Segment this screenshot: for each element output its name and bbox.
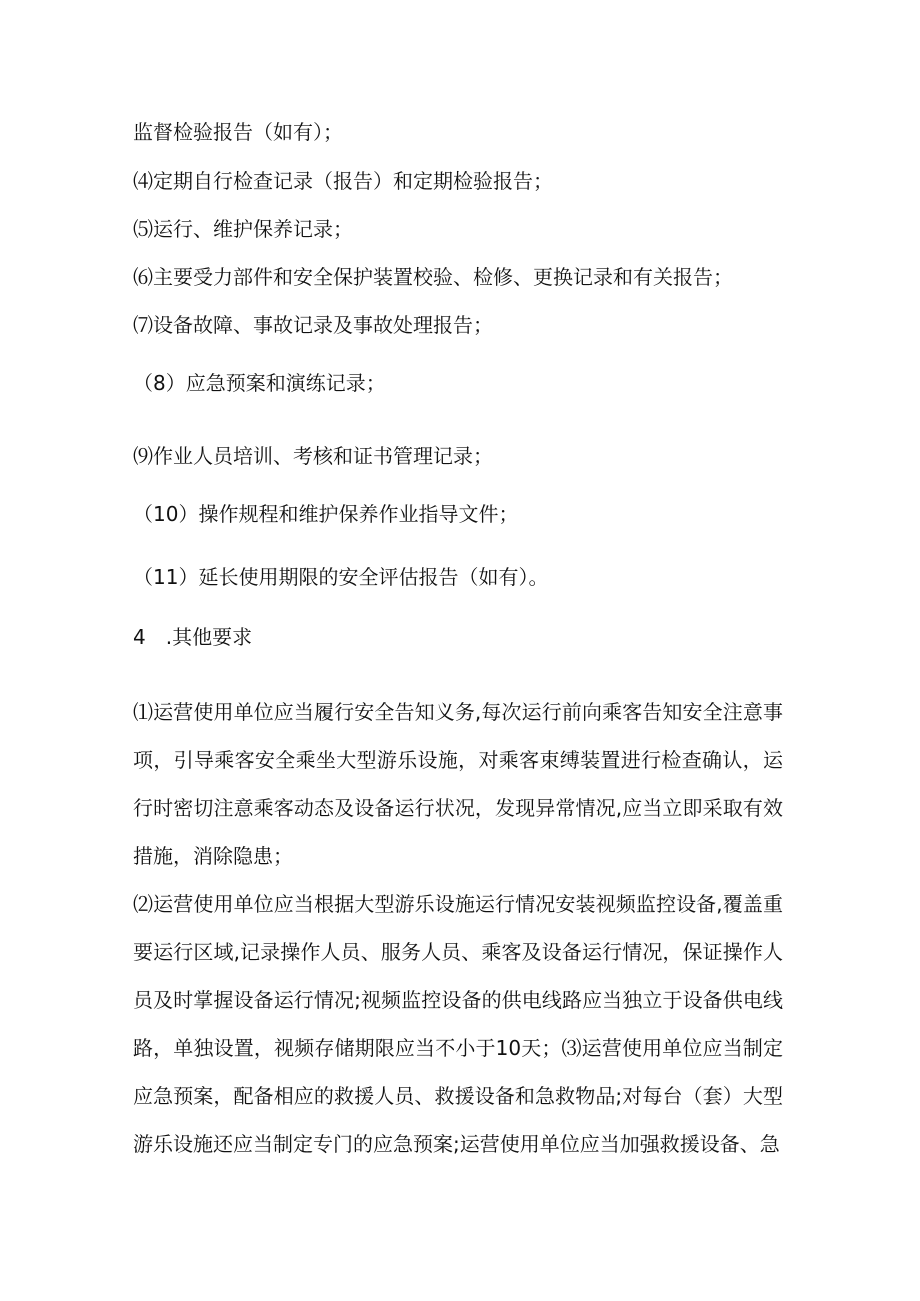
text-line-supervision-report: 监督检验报告（如有）；	[133, 120, 343, 144]
text-line-item-9: ⑼作业人员培训、考核和证书管理记录；	[133, 444, 493, 468]
text-line-item-8: （8）应急预案和演练记录；	[133, 371, 386, 395]
text-line-item-10: （10）操作规程和维护保养作业指导文件；	[133, 502, 519, 526]
text-line-item-11: （11）延长使用期限的安全评估报告（如有）。	[133, 565, 549, 589]
text-line-item-4: ⑷定期自行检查记录（报告）和定期检验报告；	[133, 169, 553, 193]
text-line-item-7: ⑺设备故障、事故记录及事故处理报告；	[133, 313, 493, 337]
paragraph-video-monitoring: ⑵运营使用单位应当根据大型游乐设施运行情况安装视频监控设备,覆盖重要运行区域,记录操作人员、服务人员、乘客及设备运行情况，保证操作人员及时掌握设备运行情况;视频监控设备的供电线路应当独立于设备供电线路，单独设置，视频存储期限应当不小于10天；⑶运营使用单位应当制定应急预案，配备相应的救援人员、救援设备和急救物品;对每台（套）大型游乐设施还应当制定专门的应急预案;运营使用单位应当加强救援设备、急	[133, 892, 783, 1156]
text-line-item-6: ⑹主要受力部件和安全保护装置校验、检修、更换记录和有关报告；	[133, 265, 733, 289]
paragraph-safety-notice: ⑴运营使用单位应当履行安全告知义务,每次运行前向乘客告知安全注意事项，引导乘客安全乘坐大型游乐设施，对乘客束缚装置进行检查确认，运行时密切注意乘客动态及设备运行状况，发现异常情况,应当立即采取有效措施，消除隐患；	[133, 700, 783, 868]
section-heading: 4 .其他要求	[133, 625, 253, 649]
text-line-item-5: ⑸运行、维护保养记录；	[133, 217, 353, 241]
